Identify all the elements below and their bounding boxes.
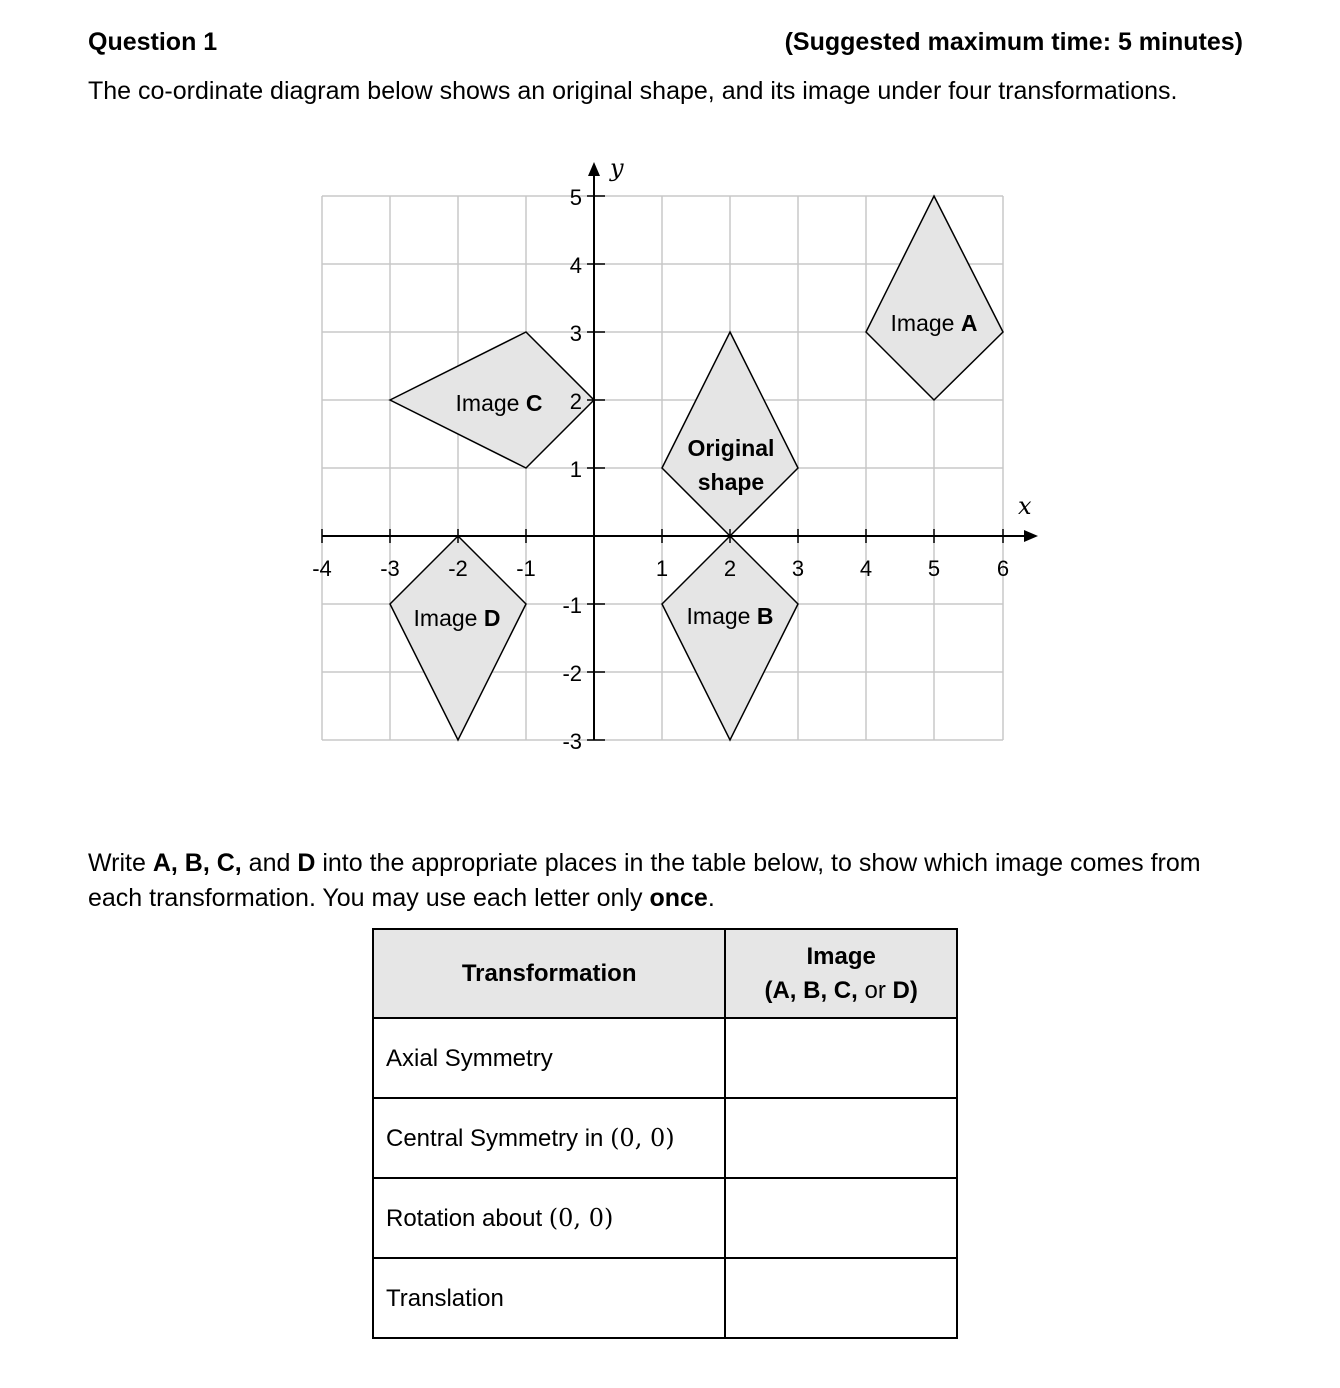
header-image: Image (A, B, C, or D) bbox=[725, 929, 957, 1018]
x-tick-label: -4 bbox=[312, 556, 332, 581]
x-tick-label: 4 bbox=[859, 556, 873, 581]
y-tick-label: 2 bbox=[569, 389, 582, 414]
instructions: Write A, B, C, and D into the appropriate places in the table below, to show which image comes from each transformation. You may use each letter only once. bbox=[88, 849, 1201, 912]
image-a-label: Image A bbox=[890, 310, 978, 336]
y-tick-label: 1 bbox=[569, 457, 582, 482]
y-axis-arrow bbox=[588, 162, 600, 176]
x-tick-label: 6 bbox=[996, 556, 1010, 581]
y-tick-label: 3 bbox=[569, 321, 582, 346]
answer-table bbox=[372, 928, 958, 1339]
image-a-shape bbox=[866, 196, 1003, 400]
image-d-label: Image D bbox=[413, 605, 501, 631]
y-axis-label: y bbox=[610, 154, 624, 182]
y-tick-label: -2 bbox=[562, 661, 582, 686]
x-tick-label: 3 bbox=[791, 556, 805, 581]
question-title: Question 1 bbox=[88, 28, 218, 56]
y-axis-ticks bbox=[587, 196, 605, 740]
transformation-cell: Central Symmetry in (0, 0) bbox=[373, 1098, 725, 1178]
y-tick-label: 5 bbox=[569, 185, 582, 210]
x-tick-label: -3 bbox=[380, 556, 400, 581]
table-row bbox=[373, 1258, 957, 1338]
transformation-cell: Rotation about (0, 0) bbox=[373, 1178, 725, 1258]
answer-cell[interactable] bbox=[725, 1098, 957, 1178]
original-shape bbox=[662, 332, 798, 536]
x-tick-label: -1 bbox=[516, 556, 536, 581]
table-row bbox=[373, 1098, 957, 1178]
y-tick-label: -1 bbox=[562, 593, 582, 618]
answer-cell[interactable] bbox=[725, 1178, 957, 1258]
transformation-cell: Translation bbox=[373, 1258, 725, 1338]
y-tick-label: -3 bbox=[562, 729, 582, 754]
x-axis-arrow bbox=[1024, 530, 1038, 542]
y-tick-label: 4 bbox=[569, 253, 582, 278]
table-row bbox=[373, 1178, 957, 1258]
x-tick-label: 5 bbox=[927, 556, 941, 581]
answer-cell[interactable] bbox=[725, 1258, 957, 1338]
answer-cell[interactable] bbox=[725, 1018, 957, 1098]
original-shape-label: shape bbox=[697, 469, 765, 495]
x-axis-label: x bbox=[1018, 492, 1032, 520]
x-tick-label: 1 bbox=[655, 556, 669, 581]
table-row bbox=[373, 1018, 957, 1098]
suggested-time: (Suggested maximum time: 5 minutes) bbox=[784, 28, 1243, 56]
question-intro: The co-ordinate diagram below shows an original shape, and its image under four transformations. bbox=[88, 77, 1178, 105]
transformation-cell: Axial Symmetry bbox=[373, 1018, 725, 1098]
image-c-label: Image C bbox=[455, 390, 543, 416]
x-tick-label: 2 bbox=[723, 556, 737, 581]
image-b-label: Image B bbox=[686, 603, 774, 629]
x-tick-label: -2 bbox=[448, 556, 468, 581]
original-shape-label: Original bbox=[687, 435, 775, 461]
header-transformation: Transformation bbox=[373, 929, 725, 1018]
